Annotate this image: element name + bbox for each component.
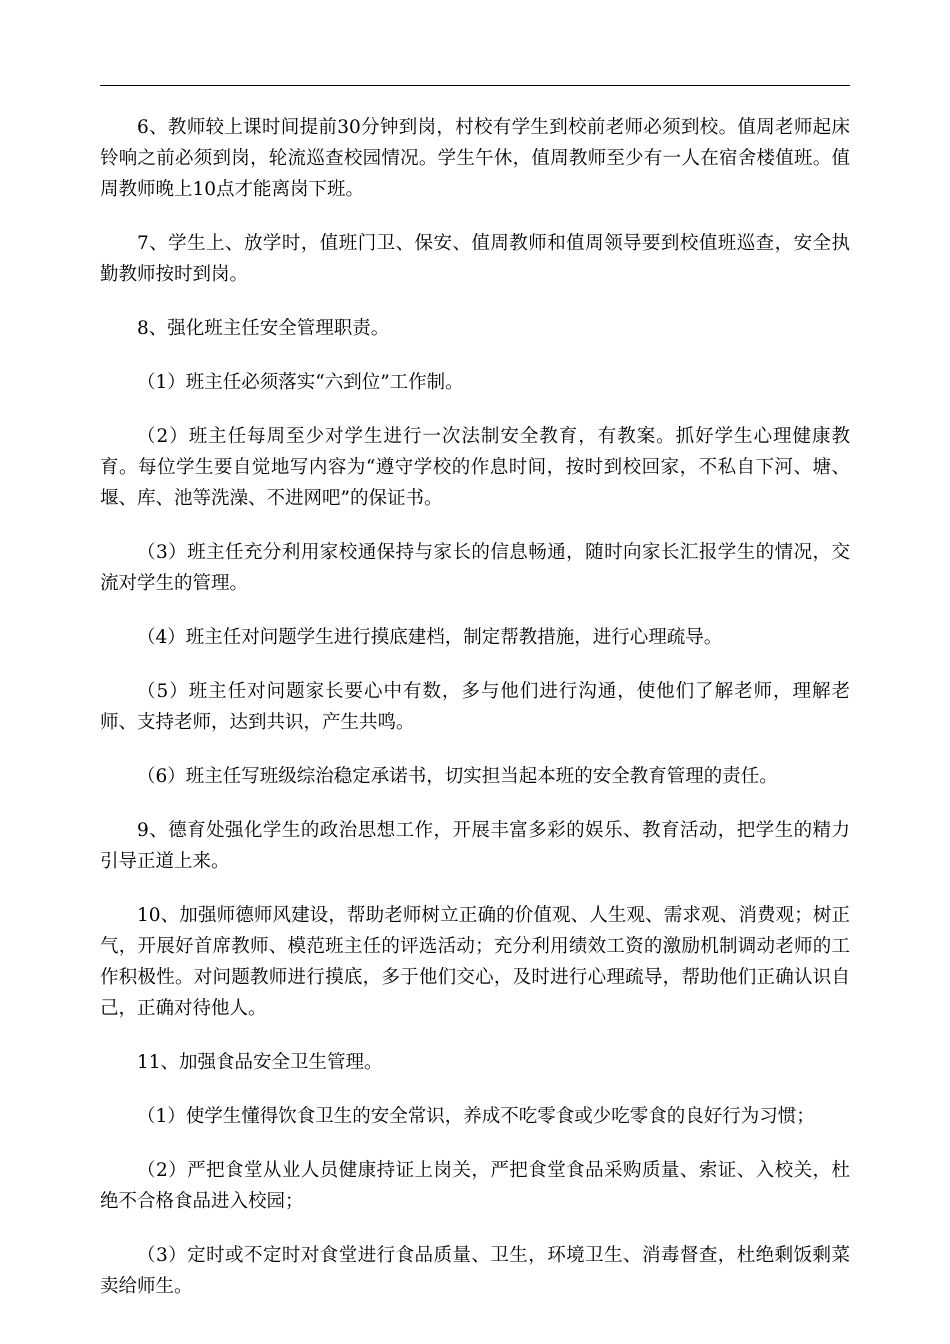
paragraph-item-7: 7、学生上、放学时，值班门卫、保安、值周教师和值周领导要到校值班巡查，安全执勤教师按时到岗。 [100,233,850,285]
document-body [100,112,850,1325]
paragraph-item-11-1: （1）使学生懂得饮食卫生的安全常识，养成不吃零食或少吃零食的良好行为习惯； [137,1106,815,1127]
paragraph-item-8-1: （1）班主任必须落实“六到位”工作制。 [137,372,464,393]
paragraph-item-8-5: （5）班主任对问题家长要心中有数，多与他们进行沟通，使他们了解老师，理解老师、支持老师，达到共识，产生共鸣。 [100,681,850,733]
paragraph-item-8-6: （6）班主任写班级综治稳定承诺书，切实担当起本班的安全教育管理的责任。 [137,766,778,787]
paragraph-item-8-3: （3）班主任充分利用家校通保持与家长的信息畅通，随时向家长汇报学生的情况，交流对学生的管理。 [100,542,850,594]
paragraph-item-8-2: （2）班主任每周至少对学生进行一次法制安全教育，有教案。抓好学生心理健康教育。每位学生要自觉地写内容为“遵守学校的作息时间，按时到校回家，不私自下河、塘、堰、库、池等洗澡、不进网吧”的保证书。 [100,426,850,509]
paragraph-item-6: 6、教师较上课时间提前30分钟到岗，村校有学生到校前老师必须到校。值周老师起床铃响之前必须到岗，轮流巡查校园情况。学生午休，值周教师至少有一人在宿舍楼值班。值周教师晚上10点才能离岗下班。 [100,117,850,200]
paragraph-item-10: 10、加强师德师风建设，帮助老师树立正确的价值观、人生观、需求观、消费观；树正气，开展好首席教师、模范班主任的评选活动；充分利用绩效工资的激励机制调动老师的工作积极性。对问题教师进行摸底，多于他们交心，及时进行心理疏导，帮助他们正确认识自己，正确对待他人。 [100,905,850,1019]
paragraph-item-11-2: （2）严把食堂从业人员健康持证上岗关，严把食堂食品采购质量、索证、入校关，杜绝不合格食品进入校园； [100,1160,850,1212]
paragraph-item-11: 11、加强食品安全卫生管理。 [137,1052,383,1073]
paragraph-item-11-3: （3）定时或不定时对食堂进行食品质量、卫生，环境卫生、消毒督查，杜绝剩饭剩菜卖给师生。 [100,1245,850,1297]
paragraph-item-8-4: （4）班主任对问题学生进行摸底建档，制定帮教措施，进行心理疏导。 [137,627,723,648]
header-rule [100,85,850,86]
paragraph-item-9: 9、德育处强化学生的政治思想工作，开展丰富多彩的娱乐、教育活动，把学生的精力引导正道上来。 [100,820,850,872]
paragraph-item-8: 8、强化班主任安全管理职责。 [137,318,390,339]
